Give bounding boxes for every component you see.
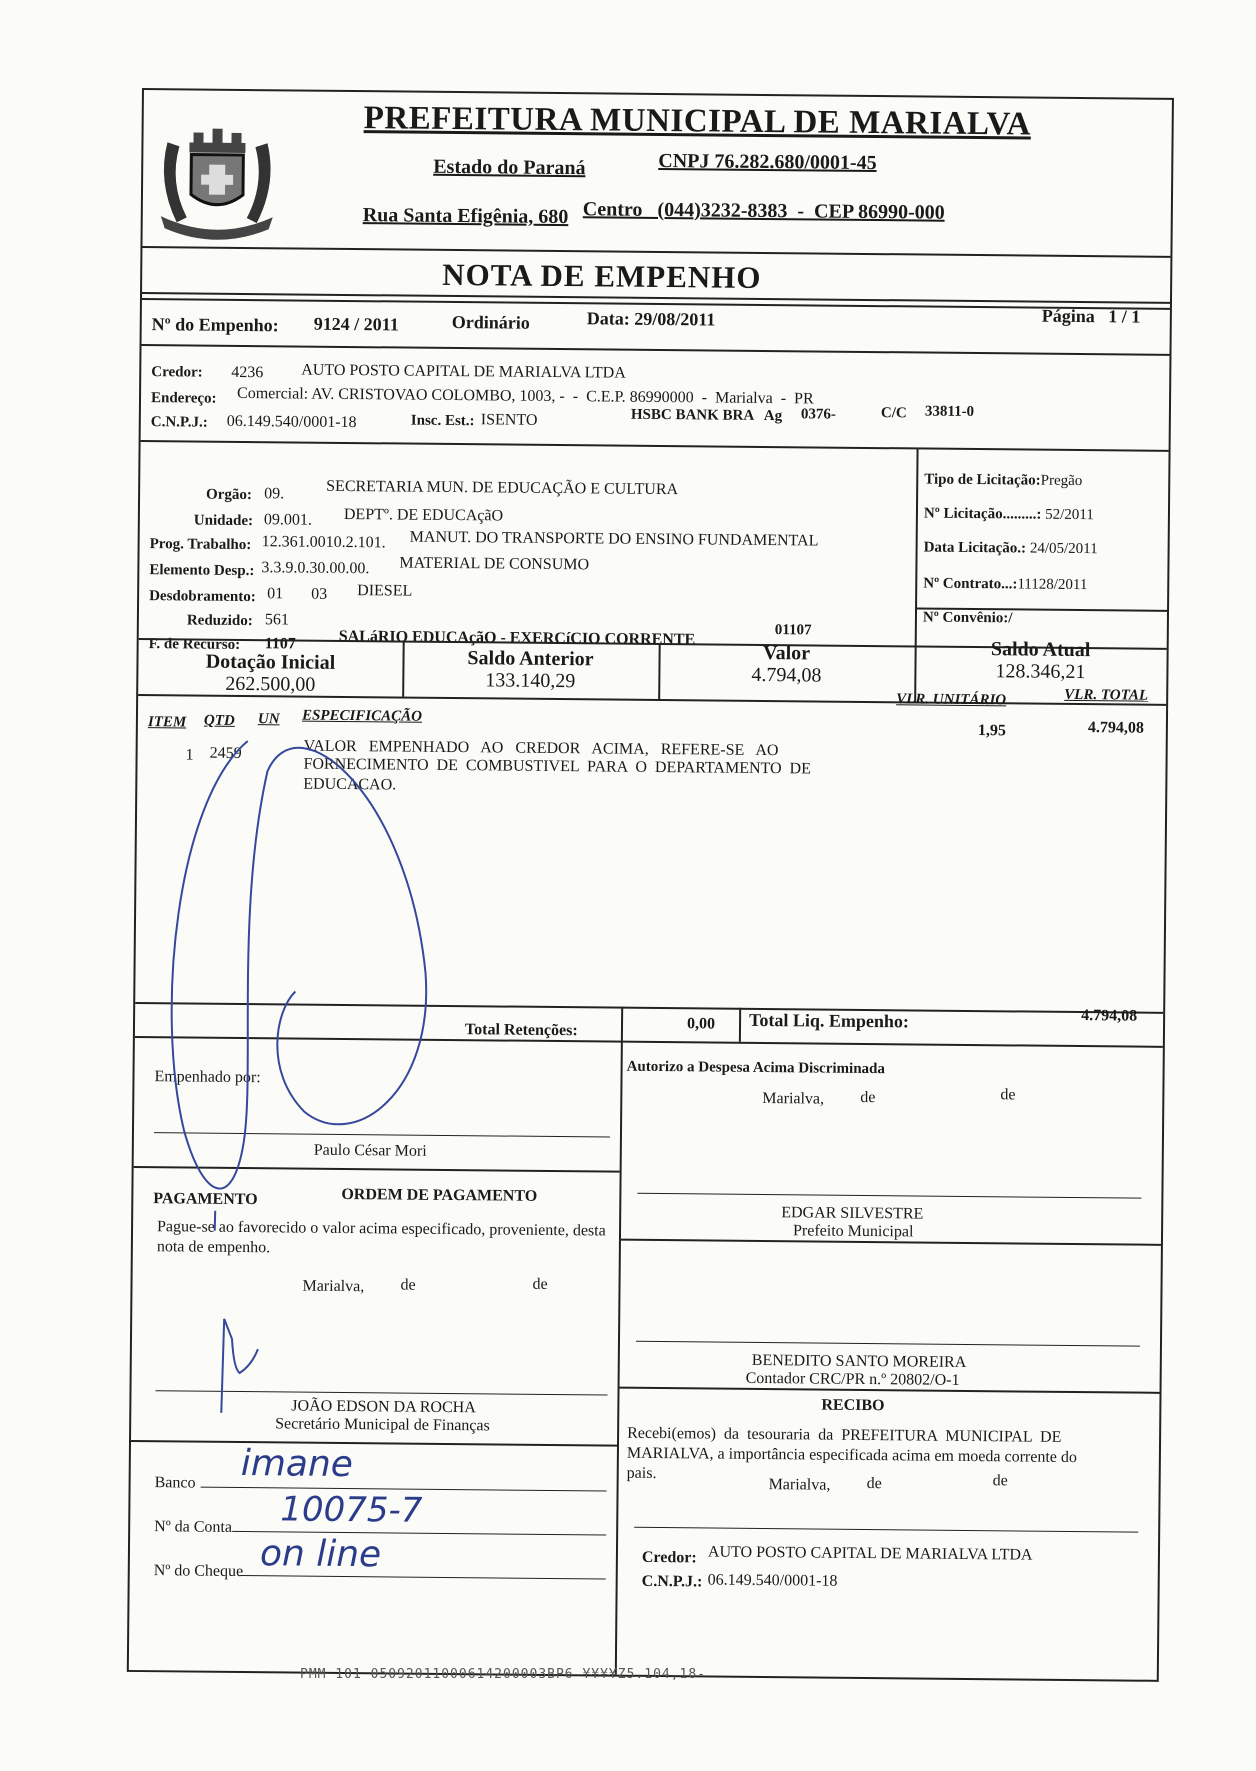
licitacao-tipo-label: Tipo de Licitação:Pregão <box>924 471 1083 490</box>
total-retencoes-label: Total Retenções: <box>464 1021 578 1040</box>
pagamento-label: PAGAMENTO <box>153 1190 258 1209</box>
recibo-text-line1: Recebi(emos) da tesouraria da PREFEITURA MUNICIPAL DE <box>627 1424 1062 1446</box>
cc-number: 33811-0 <box>924 403 975 421</box>
item-unit-price: 1,95 <box>977 722 1006 740</box>
saldo-atual-value: 128.346,21 <box>995 660 1086 684</box>
paraph-icon <box>211 1309 272 1420</box>
conta-label: Nº da Conta <box>154 1518 233 1536</box>
item-spec-line2: FORNECIMENTO DE COMBUSTIVEL PARA O DEPARTAMENTO DE <box>303 755 812 778</box>
credor-code: 4236 <box>231 363 264 382</box>
orgao-code: 09. <box>264 485 285 503</box>
licitacao-tipo: Pregão <box>1040 472 1083 490</box>
cheque-label: Nº do Cheque <box>153 1562 244 1581</box>
recibo-de-1: de <box>866 1475 882 1493</box>
recurso: SALáRIO EDUCAçãO - EXERCíCIO CORRENTE <box>338 627 696 649</box>
desd: DIESEL <box>357 582 413 600</box>
header-state: Estado do Paraná <box>433 155 586 180</box>
autorizo-de-1: de <box>860 1088 876 1107</box>
cc-label: C/C <box>880 405 907 422</box>
header-contact: Centro (044)3232-8383 - CEP 86990-000 <box>582 198 945 224</box>
insc-label: Insc. Est.: <box>410 412 475 430</box>
banco-handwritten: imane <box>240 1443 354 1486</box>
unidade-label: Unidade: <box>193 512 254 530</box>
recibo-text-line2: MARIALVA, a importância especificada acima em moeda corrente do <box>626 1444 1078 1467</box>
header-cnpj: CNPJ 76.282.680/0001-45 <box>658 149 877 175</box>
pagamento-de-1: de <box>400 1276 416 1294</box>
orgao: SECRETARIA MUN. DE EDUCAÇÃO E CULTURA <box>326 477 679 499</box>
recurso-code: 1107 <box>264 635 296 653</box>
empenho-num-label: Nº do Empenho: <box>151 314 279 336</box>
orgao-label: Orgão: <box>206 486 253 504</box>
prog-label: Prog. Trabalho: <box>149 536 252 554</box>
empenhado-por-label: Empenhado por: <box>154 1068 261 1087</box>
autorizo-label: Autorizo a Despesa Acima Discriminada <box>626 1058 886 1078</box>
elem-label: Elemento Desp.: <box>149 562 255 580</box>
pagamento-signer: JOÃO EDSON DA ROCHA <box>291 1397 476 1417</box>
contrato: 11128/2011 <box>1017 576 1088 594</box>
credor-cnpj-label: C.N.P.J.: <box>150 414 208 431</box>
saldo-atual-label: Saldo Atual <box>990 638 1091 662</box>
recibo-text-line3: pais. <box>626 1464 657 1483</box>
col-header-spec: ESPECIFICAÇÃO <box>301 707 423 725</box>
licitacao-num-label: Nº Licitação.........: 52/2011 <box>923 505 1094 524</box>
prog-code: 12.361.0010.2.101. <box>261 533 386 552</box>
empenho-type: Ordinário <box>451 311 530 333</box>
col-header-qtd: QTD <box>203 712 235 729</box>
dotacao-value: 262.500,00 <box>225 672 316 696</box>
recibo-cnpj-label: C.N.P.J.: <box>641 1572 703 1591</box>
pagamento-signer-role: Secretário Municipal de Finanças <box>275 1415 490 1435</box>
endereco: Comercial: AV. CRISTOVAO COLOMBO, 1003, - - C.E.P. 86990000 - Marialva - PR <box>236 384 814 408</box>
contador-role: Contador CRC/PR n.º 20802/O-1 <box>745 1369 960 1389</box>
elem: MATERIAL DE CONSUMO <box>399 554 590 574</box>
recibo-credor-label: Credor: <box>641 1548 697 1567</box>
prog: MANUT. DO TRANSPORTE DO ENSINO FUNDAMENTAL <box>409 528 819 550</box>
empenhado-por-name: Paulo César Mori <box>313 1141 427 1160</box>
pagamento-text-line1: Pague-se ao favorecido o valor acima especificado, proveniente, desta <box>156 1218 606 1240</box>
unidade: DEPTº. DE EDUCAçãO <box>343 505 504 525</box>
reduzido: 561 <box>264 611 289 629</box>
col-header-total: VLR. TOTAL <box>1064 686 1149 704</box>
col-header-item: ITEM <box>147 714 187 731</box>
empenho-num: 9124 / 2011 <box>313 313 399 335</box>
credor-label: Credor: <box>151 364 203 381</box>
licitacao-data-label: Data Licitação.: 24/05/2011 <box>923 539 1098 558</box>
banco-label: Banco <box>154 1474 196 1492</box>
convenio-label: Nº Convênio:/ <box>922 609 1013 627</box>
unidade-code: 09.001. <box>263 511 312 529</box>
desd-a: 01 <box>267 585 284 603</box>
autorizo-place: Marialva, <box>762 1090 825 1108</box>
item-qtd: 2459 <box>209 744 242 762</box>
total-liquido: 4.794,08 <box>1081 1007 1138 1025</box>
elem-code: 3.3.9.0.30.00.00. <box>261 559 370 578</box>
autorizo-de-2: de <box>1000 1086 1016 1104</box>
col-header-un: UN <box>257 711 280 728</box>
desd-b: 03 <box>311 585 328 603</box>
recurso-label: F. de Recurso: <box>148 636 241 653</box>
header-title: PREFEITURA MUNICIPAL DE MARIALVA <box>363 100 1032 143</box>
nota-de-empenho-form <box>127 88 1174 1682</box>
item-number: 1 <box>185 746 194 764</box>
total-retencoes: 0,00 <box>686 1015 716 1033</box>
bank-label: HSBC BANK BRA Ag <box>630 406 783 425</box>
coat-of-arms-icon <box>147 112 288 243</box>
contador-name: BENEDITO SANTO MOREIRA <box>751 1351 967 1371</box>
recibo-place: Marialva, <box>768 1476 831 1494</box>
col-header-unit: VLR. UNITÁRIO <box>896 691 1007 709</box>
recurso-num: 01107 <box>774 622 812 639</box>
ordem-pagamento-label: ORDEM DE PAGAMENTO <box>341 1185 538 1205</box>
licitacao-num: 52/2011 <box>1045 506 1094 524</box>
licitacao-data: 24/05/2011 <box>1029 540 1098 558</box>
prefeito-name: EDGAR SILVESTRE <box>781 1204 924 1223</box>
prefeito-role: Prefeito Municipal <box>792 1222 914 1241</box>
item-spec-line1: VALOR EMPENHADO AO CREDOR ACIMA, REFERE-SE AO <box>303 737 779 760</box>
desd-label: Desdobramento: <box>149 588 256 606</box>
pagamento-text-line2: nota de empenho. <box>156 1238 271 1257</box>
header-address: Rua Santa Efigênia, 680 <box>362 204 569 229</box>
signature-marks <box>153 707 458 1233</box>
bank-agency: 0376- <box>800 406 836 423</box>
empenho-page: Página 1 / 1 <box>1041 305 1141 327</box>
insc: ISENTO <box>480 411 538 429</box>
recibo-label: RECIBO <box>821 1396 885 1415</box>
valor-value: 4.794,08 <box>751 663 822 687</box>
cheque-handwritten: on line <box>259 1533 382 1576</box>
recibo-credor: AUTO POSTO CAPITAL DE MARIALVA LTDA <box>707 1543 1033 1564</box>
reduzido-label: Reduzido: <box>186 612 253 630</box>
item-spec-line3: EDUCACAO. <box>303 775 397 794</box>
valor-label: Valor <box>762 641 811 665</box>
doc-title: NOTA DE EMPENHO <box>442 256 762 295</box>
total-liquido-label: Total Liq. Empenho: <box>748 1009 910 1032</box>
pagamento-place: Marialva, <box>302 1277 365 1296</box>
pagamento-de-2: de <box>532 1275 548 1293</box>
credor-cnpj: 06.149.540/0001-18 <box>226 412 357 432</box>
dotacao-label: Dotação Inicial <box>205 650 336 674</box>
contrato-label: Nº Contrato...:11128/2011 <box>923 575 1088 594</box>
credor-name: AUTO POSTO CAPITAL DE MARIALVA LTDA <box>301 361 626 382</box>
saldo-anterior-label: Saldo Anterior <box>467 647 594 671</box>
conta-handwritten: 10075-7 <box>280 1489 423 1531</box>
endereco-label: Endereço: <box>150 390 217 407</box>
recibo-cnpj: 06.149.540/0001-18 <box>707 1571 838 1590</box>
saldo-anterior-value: 133.140,29 <box>485 669 576 693</box>
empenho-date: Data: 29/08/2011 <box>586 308 716 330</box>
footer-stamp: PMM 101 05092011000614200003BP6 ¥¥¥¥Z5.104,18- <box>300 1667 707 1682</box>
item-total: 4.794,08 <box>1087 719 1144 737</box>
recibo-de-2: de <box>992 1472 1008 1490</box>
